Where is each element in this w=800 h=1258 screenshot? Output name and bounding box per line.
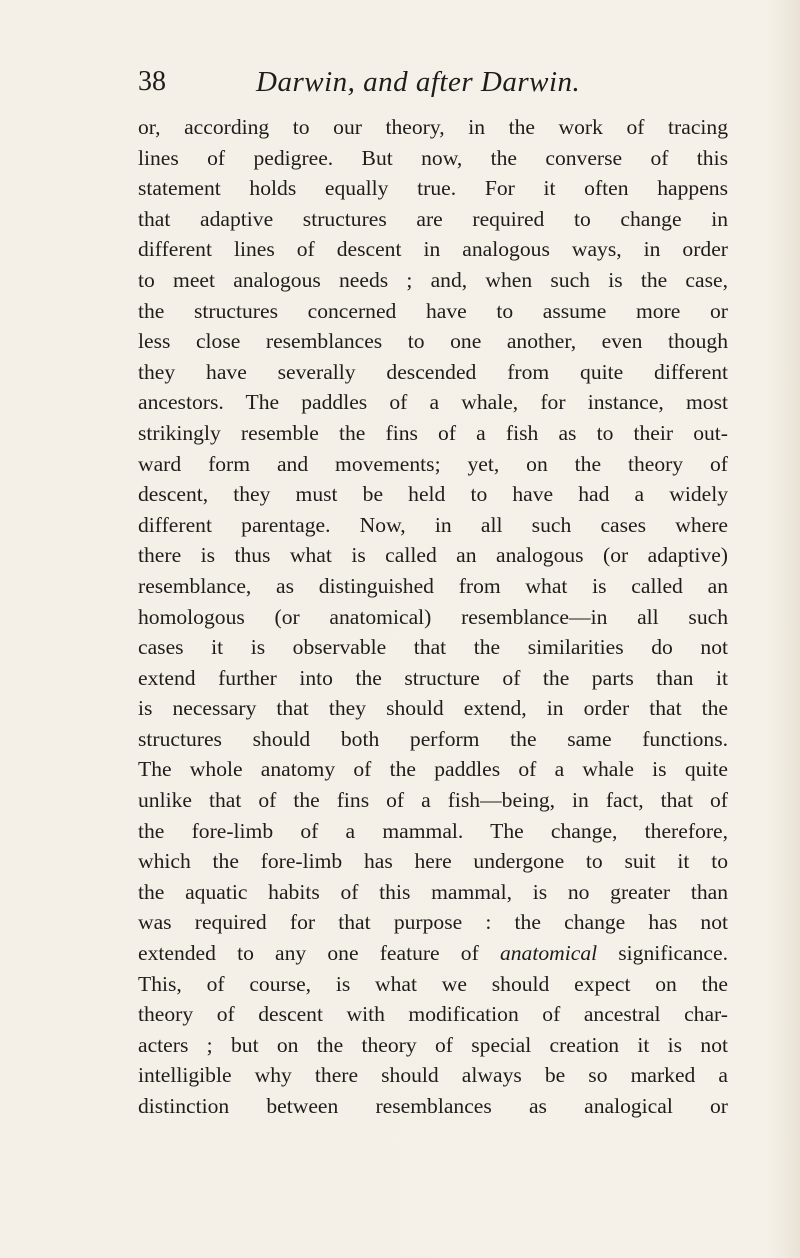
text-line: the fore-limb of a mammal. The change, therefore, (138, 818, 728, 843)
text-line: which the fore-limb has here undergone to suit it to (138, 849, 728, 874)
running-head: Darwin, and after Darwin. (256, 66, 581, 98)
text-line: acters ; but on the theory of special creation it is not (138, 1032, 728, 1057)
text-line: intelligible why there should always be so marked a (138, 1063, 728, 1088)
text-line: homologous (or anatomical) resemblance—in all such (138, 604, 728, 629)
text-line: there is thus what is called an analogous (or adaptive) (138, 543, 728, 568)
text-line: was required for that purpose : the change has not (138, 910, 728, 935)
text-line-with-emphasis (138, 938, 728, 969)
text-line: unlike that of the fins of a fish—being, in fact, that of (138, 788, 728, 813)
text-line: strikingly resemble the fins of a fish as to their out- (138, 420, 728, 445)
text-line: ancestors. The paddles of a whale, for instance, most (138, 390, 728, 415)
text-line: different parentage. Now, in all such cases where (138, 512, 728, 537)
text-line: is necessary that they should extend, in order that the (138, 696, 728, 721)
page-number: 38 (138, 66, 166, 97)
emphasized-word: anatomical (499, 941, 598, 966)
line-segment: significance. (597, 941, 728, 966)
text-line: the structures concerned have to assume more or (138, 298, 728, 323)
text-line: statement holds equally true. For it often happens (138, 176, 728, 201)
line-segment: extended to any one feature of (138, 941, 500, 966)
text-line: resemblance, as distinguished from what is called an (138, 573, 728, 598)
text-line: to meet analogous needs ; and, when such is the case, (138, 267, 728, 292)
text-line: less close resemblances to one another, even though (138, 329, 728, 354)
text-line: different lines of descent in analogous ways, in order (138, 237, 728, 262)
text-line: cases it is observable that the similarities do not (138, 635, 728, 660)
text-line: extend further into the structure of the parts than it (138, 665, 728, 690)
text-line: theory of descent with modification of ancestral char- (138, 1002, 728, 1027)
text-line: lines of pedigree. But now, the converse of this (138, 145, 728, 170)
text-line: ward form and movements; yet, on the theory of (138, 451, 728, 476)
text-line: structures should both perform the same functions. (138, 726, 728, 751)
text-line: distinction between resemblances as analogical or (138, 1094, 728, 1118)
text-line: they have severally descended from quite different (138, 359, 728, 384)
text-line: that adaptive structures are required to change in (138, 206, 728, 231)
text-line: This, of course, is what we should expect on the (138, 971, 728, 996)
text-line: The whole anatomy of the paddles of a whale is quite (138, 757, 728, 782)
text-line: descent, they must be held to have had a widely (138, 482, 728, 507)
text-line: the aquatic habits of this mammal, is no greater than (138, 879, 728, 904)
page-header (138, 66, 738, 106)
text-line: or, according to our theory, in the work of tracing (138, 115, 728, 139)
body-text (138, 112, 728, 1122)
